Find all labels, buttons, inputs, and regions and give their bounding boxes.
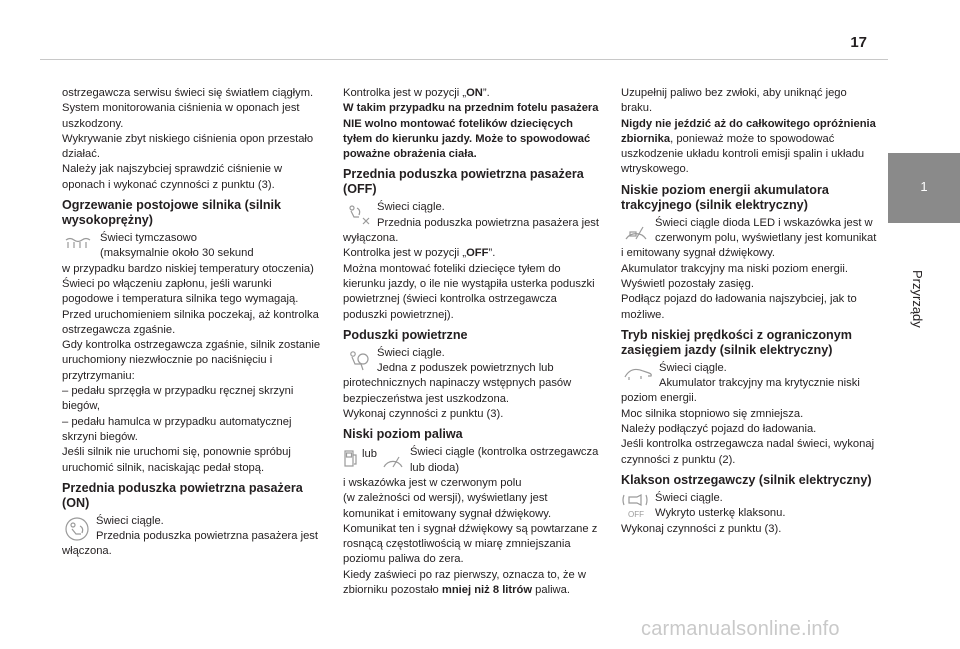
text: Świeci ciągle.	[655, 491, 723, 504]
text: Przednia poduszka powietrzna pasażera jest wyłączona.	[343, 216, 600, 245]
text: – pedału hamulca w przypadku automatycznej skrzyni biegów.	[62, 415, 292, 443]
airbag-on-icon	[62, 516, 92, 542]
text: – pedału sprzęgła w przypadku ręcznej skrzyni biegów,	[62, 385, 294, 413]
text: System monitorowania ciśnienia w oponach jest uszkodzony.	[62, 102, 300, 130]
section-heading: Klakson ostrzegawczy (silnik elektryczny)	[621, 472, 872, 487]
text: Akumulator trakcyjny ma niski poziom energii.	[621, 262, 848, 275]
text: Przednia poduszka powietrzna pasażera jest włączona.	[62, 530, 319, 558]
text: (maksymalnie około 30 sekund	[100, 247, 254, 260]
section-heading: Niski poziom paliwa	[343, 427, 463, 442]
section-heading: Poduszki powietrzne	[343, 327, 468, 342]
column-1	[62, 86, 324, 560]
text	[343, 246, 601, 261]
text: Jedna z poduszek powietrznych lub pirotechnicznych napinaczy wstępnych pasów bezpieczeństwa jest uszkodzona.	[343, 362, 572, 405]
watermark[interactable]: carmanualsonline.info	[641, 618, 840, 640]
chapter-tab[interactable]	[888, 153, 960, 223]
text: Należy podłączyć pojazd do ładowania.	[621, 423, 817, 436]
text: Komunikat ten i sygnał dźwiękowy są powtarzane z rosnącą częstotliwością w miarę zmniejszania poziomu paliwa do zera.	[343, 522, 598, 566]
text: (w zależności od wersji), wyświetlany jest komunikat i emitowany sygnał dźwiękowy.	[343, 492, 552, 520]
section-heading: Przednia poduszka powietrzna pasażera (OFF)	[343, 167, 584, 197]
text: Świeci ciągle dioda LED i wskazówka jest w czerwonym polu, wyświetlany jest komunikat i emitowany sygnał dźwiękowy.	[621, 216, 877, 260]
header-rule	[40, 59, 888, 60]
text: Jeśli silnik nie uruchomi się, ponownie spróbuj uruchomić silnik, naciskając pedał stopą.	[62, 446, 291, 474]
text: Świeci ciągle.	[377, 201, 445, 214]
section-heading: Tryb niskiej prędkości z ograniczonym zasięgiem jazdy (silnik elektryczny)	[621, 327, 852, 357]
text: Akumulator trakcyjny ma krytycznie niski poziom energii.	[621, 377, 860, 405]
chapter-title: Przyrządy	[910, 270, 925, 328]
text: Gdy kontrolka ostrzegawcza zgaśnie, silnik zostanie uruchomiony niezwłocznie po naciśnięciu i przytrzymaniu:	[62, 339, 321, 382]
text: Podłącz pojazd do ładowania najszybciej, jak to możliwe.	[621, 293, 857, 321]
text	[343, 568, 601, 599]
text: Wykonaj czynności z punktu (3).	[621, 522, 782, 535]
text-part: ON	[466, 87, 483, 99]
turtle-icon	[621, 363, 655, 383]
text: Moc silnika stopniowo się zmniejsza.	[621, 407, 804, 420]
text-part: ”.	[482, 87, 490, 99]
text: Można montować foteliki dziecięce tyłem do kierunku jazdy, o ile nie wystąpiła usterka poduszki powietrznej (świeci kontrolka ostrzegawcza poduszki powietrznej).	[343, 262, 595, 321]
text: Wykonaj czynności z punktu (3).	[343, 408, 504, 421]
section-heading: Przednia poduszka powietrzna pasażera (ON)	[62, 480, 303, 510]
text: Jeśli kontrolka ostrzegawcza nadal świeci, wykonaj czynności z punktu (2).	[621, 438, 875, 466]
text: Przed uruchomieniem silnika poczekaj, aż kontrolka ostrzegawcza zgaśnie.	[62, 308, 319, 336]
horn-off-icon	[621, 493, 651, 519]
text-part: Kontrolka jest w pozycji „	[343, 87, 467, 99]
column-3	[621, 86, 879, 537]
text: Uzupełnij paliwo bez zwłoki, aby uniknąć jego braku.	[621, 87, 847, 115]
airbag-off-icon	[343, 202, 373, 228]
column-2	[343, 86, 601, 598]
text: Wykryto usterkę klaksonu.	[655, 507, 786, 520]
text: w przypadku bardzo niskiej temperatury otoczenia)	[62, 262, 314, 275]
text-part: OFF	[466, 247, 489, 260]
text: Świeci ciągle.	[377, 346, 445, 359]
glow-plug-icon	[62, 233, 96, 253]
text-part: Kontrolka jest w pozycji „	[343, 247, 467, 260]
battery-gauge-icon	[621, 218, 651, 244]
or-label: lub	[362, 448, 377, 461]
chapter-number: 1	[920, 179, 928, 194]
text: Wyświetl pozostały zasięg.	[621, 277, 754, 290]
text: Świeci ciągle (kontrolka ostrzegawcza lub dioda)	[409, 446, 599, 474]
text: Wykrywanie zbyt niskiego ciśnienia opon przestało działać.	[62, 132, 314, 161]
fuel-pump-icon	[343, 447, 359, 469]
fuel-icons	[343, 447, 406, 473]
text-part: Nigdy nie jeździć aż do całkowitego opróżnienia zbiornika	[621, 117, 876, 145]
airbag-icon	[343, 348, 373, 374]
section-heading: Ogrzewanie postojowe silnika (silnik wysokoprężny)	[62, 198, 282, 228]
fuel-gauge-icon	[380, 447, 406, 473]
text: Świeci po włączeniu zapłonu, jeśli warunki pogodowe i temperatura silnika tego wymagają.	[62, 277, 299, 306]
text-part: ”.	[488, 247, 496, 260]
text	[621, 117, 879, 178]
warning-text: W takim przypadku na przednim fotelu pasażera NIE wolno montować fotelików dziecięcych tyłem do kierunku jazdy. Może to spowodować poważne obrażenia ciała.	[343, 102, 599, 161]
text: Świeci tymczasowo	[100, 232, 197, 245]
text-part: , ponieważ może to spowodować uszkodzenie układu kontroli emisji spalin i układu wtryskowego.	[621, 132, 865, 176]
text: Świeci ciągle.	[96, 514, 164, 527]
text	[343, 86, 601, 101]
section-heading: Niskie poziom energii akumulatora trakcyjnego (silnik elektryczny)	[621, 182, 829, 212]
text: Należy jak najszybciej sprawdzić ciśnienie w oponach i wykonać czynności z punktu (3).	[62, 163, 283, 191]
text-part: Kiedy zaświeci po raz pierwszy, oznacza to, że w zbiorniku pozostało	[343, 568, 586, 597]
text: Świeci ciągle.	[659, 361, 727, 374]
svg-text:OFF: OFF	[628, 509, 644, 519]
text: ostrzegawcza serwisu świeci się światłem ciągłym.	[62, 87, 314, 99]
text-part: mniej niż 8 litrów	[441, 584, 533, 597]
text-part: paliwa.	[532, 584, 570, 597]
text: i wskazówka jest w czerwonym polu	[343, 476, 522, 489]
page-number: 17	[850, 34, 867, 51]
